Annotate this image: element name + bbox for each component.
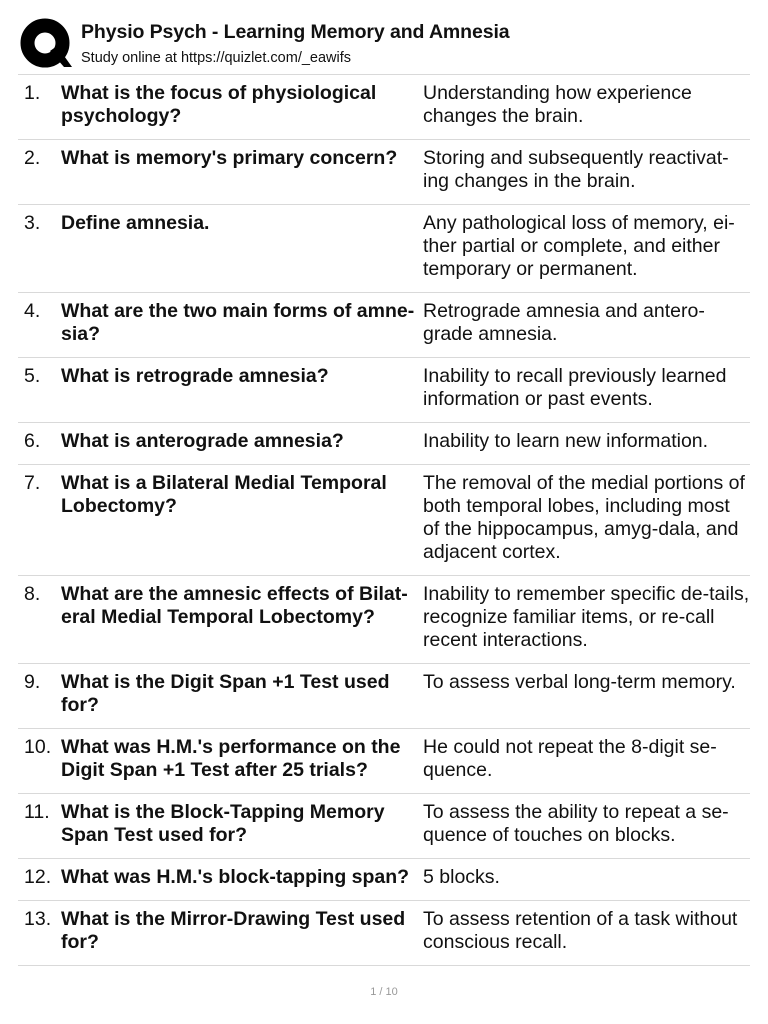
card-definition: To assess verbal long-term memory. xyxy=(423,671,736,693)
card-definition: Understanding how experience changes the brain. xyxy=(423,82,692,127)
card-term: What was H.M.'s performance on the Digit Span +1 Test after 25 trials? xyxy=(61,736,401,781)
card-term: What is the Digit Span +1 Test used for? xyxy=(61,671,390,716)
card-definition: To assess the ability to repeat a se-quence of touches on blocks. xyxy=(423,801,729,846)
page-number: 1 / 10 xyxy=(370,986,398,998)
card-definition: Storing and subsequently reactivat-ing changes in the brain. xyxy=(423,147,729,192)
flashcard-row xyxy=(18,293,750,358)
flashcard-row xyxy=(18,75,750,140)
card-definition: Retrograde amnesia and antero-grade amnesia. xyxy=(423,300,705,345)
card-number: 8. xyxy=(24,583,41,605)
flashcard-row xyxy=(18,140,750,205)
flashcard-row xyxy=(18,358,750,423)
flashcard-row xyxy=(18,901,750,966)
card-term: What is the Block-Tapping Memory Span Test used for? xyxy=(61,801,385,846)
card-number: 7. xyxy=(24,472,41,494)
document-title: Physio Psych - Learning Memory and Amnesia xyxy=(81,21,510,43)
card-number: 5. xyxy=(24,365,41,387)
card-definition: He could not repeat the 8-digit se-quence. xyxy=(423,736,717,781)
card-number: 4. xyxy=(24,300,41,322)
page-header xyxy=(0,0,768,74)
card-term: What was H.M.'s block-tapping span? xyxy=(61,866,410,888)
card-term: What is a Bilateral Medial Temporal Lobectomy? xyxy=(61,472,387,517)
card-term: Define amnesia. xyxy=(61,212,210,234)
flashcard-row xyxy=(18,423,750,465)
flashcard-row xyxy=(18,664,750,729)
quizlet-logo-icon xyxy=(20,17,72,71)
card-definition: 5 blocks. xyxy=(423,866,500,888)
card-number: 1. xyxy=(24,82,41,104)
card-definition: Any pathological loss of memory, ei-ther partial or complete, and either temporary or permanent. xyxy=(423,212,735,280)
card-number: 6. xyxy=(24,430,41,452)
flashcard-list xyxy=(18,74,750,966)
card-number: 9. xyxy=(24,671,41,693)
card-term: What is anterograde amnesia? xyxy=(61,430,344,452)
card-term: What are the amnesic effects of Bilat-eral Medial Temporal Lobectomy? xyxy=(61,583,408,628)
card-definition: To assess retention of a task without conscious recall. xyxy=(423,908,738,953)
card-term: What is the Mirror-Drawing Test used for? xyxy=(61,908,406,953)
card-number: 12. xyxy=(24,866,52,888)
flashcard-row xyxy=(18,859,750,901)
card-number: 3. xyxy=(24,212,41,234)
flashcard-row xyxy=(18,205,750,293)
card-number: 2. xyxy=(24,147,41,169)
card-definition: Inability to remember specific de-tails, recognize familiar items, or re-call recent interactions. xyxy=(423,583,750,651)
card-number: 13. xyxy=(24,908,52,930)
card-term: What is the focus of physiological psychology? xyxy=(61,82,377,127)
flashcard-row xyxy=(18,465,750,576)
card-number: 10. xyxy=(24,736,52,758)
card-number: 11. xyxy=(24,801,50,823)
flashcard-row xyxy=(18,729,750,794)
card-definition: Inability to recall previously learned information or past events. xyxy=(423,365,727,410)
card-definition: The removal of the medial portions of both temporal lobes, including most of the hippocampus, amyg-dala, and adjacent cortex. xyxy=(423,472,745,563)
card-term: What are the two main forms of amne-sia? xyxy=(61,300,415,345)
card-term: What is retrograde amnesia? xyxy=(61,365,329,387)
card-term: What is memory's primary concern? xyxy=(61,147,398,169)
flashcard-row xyxy=(18,794,750,859)
card-definition: Inability to learn new information. xyxy=(423,430,709,452)
flashcard-row xyxy=(18,576,750,664)
study-online-link[interactable]: Study online at https://quizlet.com/_eawifs xyxy=(81,50,352,66)
